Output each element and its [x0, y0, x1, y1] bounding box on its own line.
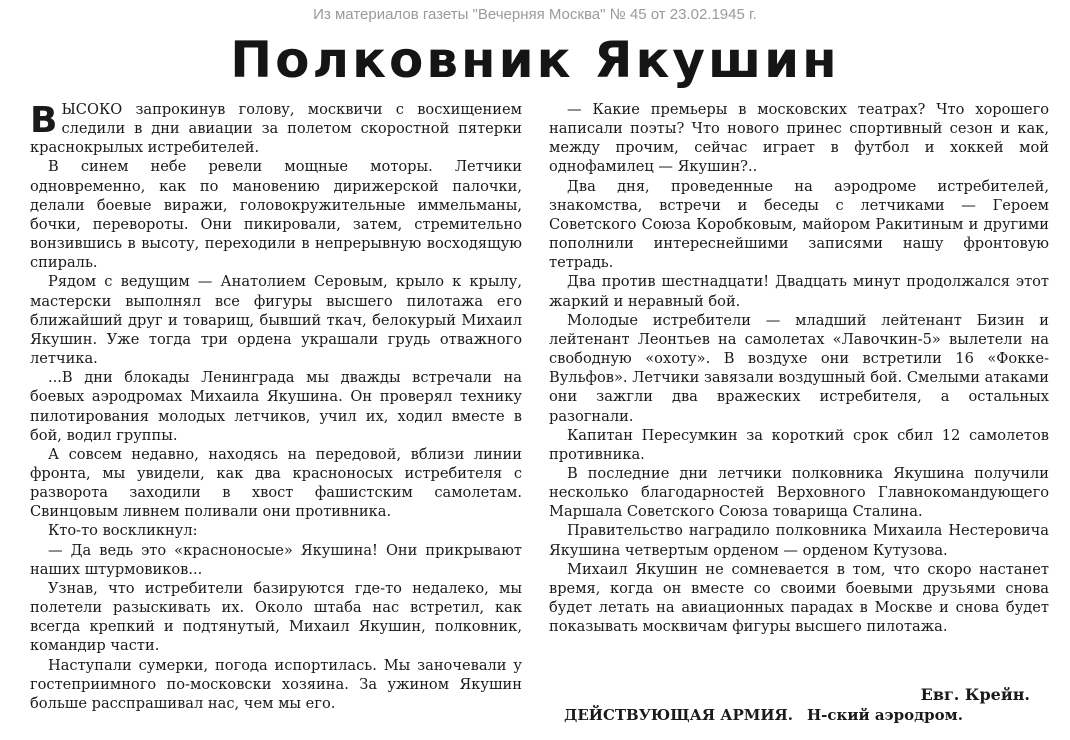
- paragraph: ...В дни блокады Ленинграда мы дважды встречали на боевых аэродромах Михаила Якушина. Он проверял технику пилотирования молодых летчиков, учил их, ходил вместе в бой, водил группы.: [30, 369, 522, 444]
- paragraph: Капитан Пересумкин за короткий срок сбил 12 самолетов противника.: [549, 426, 1049, 463]
- article-title: Полковник Якушин: [230, 31, 840, 89]
- paragraph: Михаил Якушин не сомневается в том, что скоро настанет время, когда он вместе со своими боевыми друзьями снова будет летать на авиационных парадах в Москве и снова будет показывать москвичам фигуры высшего пилотажа.: [549, 560, 1049, 636]
- paragraph: — Да ведь это «красноносые» Якушина! Они прикрывают наших штурмовиков...: [30, 541, 522, 578]
- drop-cap: В: [30, 100, 58, 141]
- left-column: [30, 100, 522, 713]
- paragraph: Два дня, проведенные на аэродроме истребителей, знакомства, встречи и беседы с летчиками — Героем Советского Союза Коробковым, майором Ракитиным и другими пополнили интереснейшими записями нашу фронтовую тетрадь.: [549, 177, 1049, 272]
- paragraph: Узнав, что истребители базируются где-то недалеко, мы полетели разыскивать их. Около штаба нас встретил, как всегда крепкий и подтянутый, Михаил Якушин, полковник, командир части.: [30, 579, 522, 655]
- paragraph: — Какие премьеры в московских театрах? Что хорошего написали поэты? Что нового принес спортивный сезон и как, между прочим, сейчас играет в футбол и хоккей мой однофамилец — Якушин?..: [549, 101, 1049, 176]
- right-column: [549, 100, 1049, 636]
- paragraph: А совсем недавно, находясь на передовой, вблизи линии фронта, мы увидели, как два красноносых истребителя с разворота заходили в хвост фашистским самолетам. Свинцовым ливнем поливали они противника.: [30, 445, 522, 521]
- paragraph: Наступали сумерки, погода испортилась. Мы заночевали у гостеприимного по-московски хозяина. За ужином Якушин больше расспрашивал нас, чем мы его.: [30, 656, 522, 712]
- source-note: Из материалов газеты "Вечерняя Москва" № 45 от 23.02.1945 г.: [313, 6, 757, 23]
- paragraph: В последние дни летчики полковника Якушина получили несколько благодарностей Верховного Главнокомандующего Маршала Советского Союза товарища Сталина.: [549, 464, 1049, 521]
- paragraph: Молодые истребители — младший лейтенант Бизин и лейтенант Леонтьев на самолетах «Лавочкин-5» вылетели на свободную «охоту». В воздухе они встретили 16 «Фокке-Вульфов». Летчики завязали воздушный бой. Смелыми атаками они зажгли два вражеских истребителя, а остальных разогнали.: [549, 311, 1049, 425]
- paragraph: Рядом с ведущим — Анатолием Серовым, крыло к крылу, мастерски выполнял все фигуры высшего пилотажа его ближайший друг и товарищ, бывший ткач, белокурый Михаил Якушин. Уже тогда три ордена украшали грудь отважного летчика.: [30, 273, 522, 368]
- paragraph: Кто-то воскликнул:: [48, 522, 198, 540]
- author-signature: Евг. Крейн.: [920, 685, 1030, 704]
- paragraph: [30, 100, 522, 157]
- dateline-place: ДЕЙСТВУЮЩАЯ АРМИЯ.: [564, 706, 793, 724]
- dateline: [564, 706, 963, 724]
- paragraph: Два против шестнадцати! Двадцать минут продолжался этот жаркий и неравный бой.: [549, 273, 1049, 310]
- paragraph: Правительство наградило полковника Михаила Нестеровича Якушина четвертым орденом — орденом Кутузова.: [549, 522, 1049, 559]
- dateline-location: Н-ский аэродром.: [806, 706, 963, 724]
- paragraph: В синем небе ревели мощные моторы. Летчики одновременно, как по мановению дирижерской палочки, делали боевые виражи, головокружительные иммельманы, бочки, перевороты. Они пикировали, затем, стремительно вонзившись в высоту, переходили в непрерывную восходящую спираль.: [30, 158, 522, 272]
- paragraph-text: ЫСОКО запрокинув голову, москвичи с восхищением следили в дни авиации за полетом скоростной пятерки краснокрылых истребителей.: [30, 101, 522, 157]
